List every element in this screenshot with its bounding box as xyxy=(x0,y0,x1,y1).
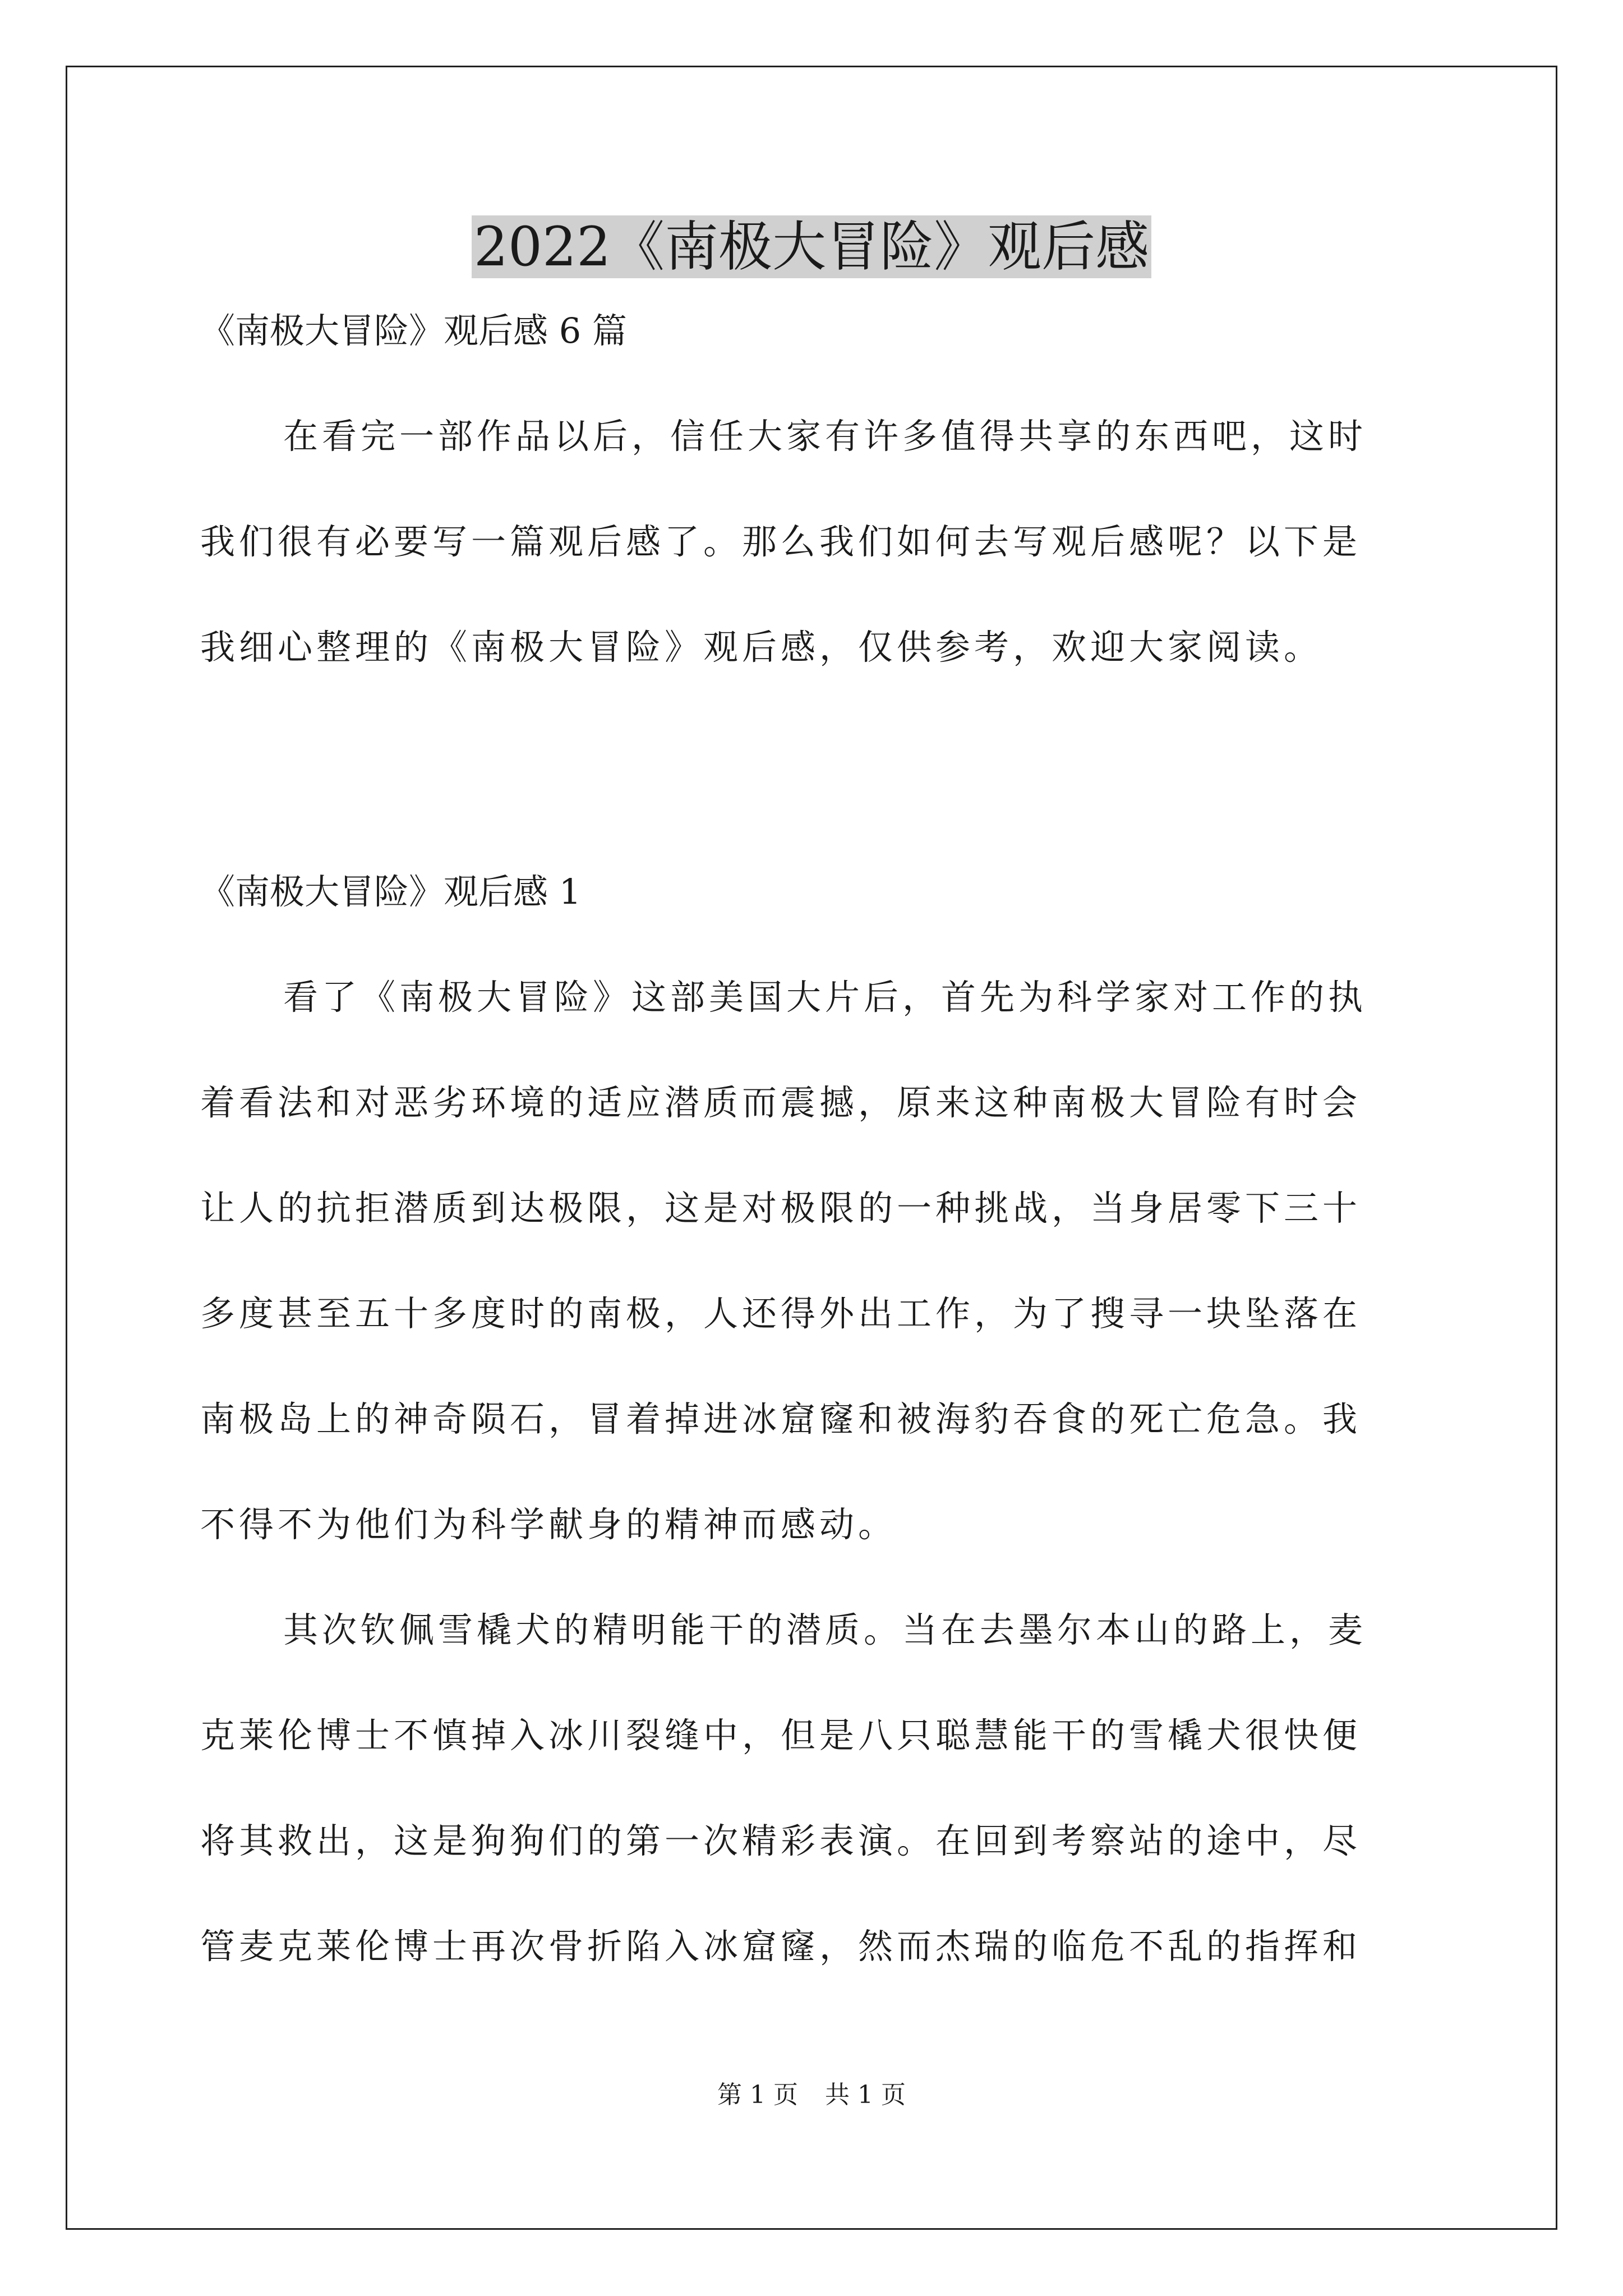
paragraph-line: 南极岛上的神奇陨石，冒着掉进冰窟窿和被海豹吞食的死亡危急。我 xyxy=(200,1398,1362,1439)
page-footer xyxy=(0,2078,1623,2112)
document-title: 2022《南极大冒险》观后感 xyxy=(0,208,1623,286)
page-number: 第 1 页 xyxy=(717,2081,798,2109)
intro-paragraph xyxy=(200,408,1434,725)
page-total: 共 1 页 xyxy=(825,2081,906,2109)
body-paragraph-1 xyxy=(200,969,1434,1602)
paragraph-line: 不得不为他们为科学献身的精神而感动。 xyxy=(200,1504,897,1545)
intro-line: 我们很有必要写一篇观后感了。那么我们如何去写观后感呢？以下是 xyxy=(200,521,1362,562)
document-subtitle: 《南极大冒险》观后感 6 篇 xyxy=(200,310,627,351)
intro-line: 我细心整理的《南极大冒险》观后感，仅供参考，欢迎大家阅读。 xyxy=(200,627,1323,668)
paragraph-line: 将其救出，这是狗狗们的第一次精彩表演。在回到考察站的途中，尽 xyxy=(200,1820,1362,1861)
paragraph-line: 管麦克莱伦博士再次骨折陷入冰窟窿，然而杰瑞的临危不乱的指挥和 xyxy=(200,1926,1362,1967)
paragraph-line: 多度甚至五十多度时的南极，人还得外出工作，为了搜寻一块坠落在 xyxy=(200,1293,1362,1334)
document-body xyxy=(200,303,1434,2024)
paragraph-line: 让人的抗拒潜质到达极限，这是对极限的一种挑战，当身居零下三十 xyxy=(200,1188,1362,1228)
paragraph-line: 其次钦佩雪橇犬的精明能干的潜质。当在去墨尔本山的路上，麦 xyxy=(283,1609,1367,1650)
paragraph-line: 看了《南极大冒险》这部美国大片后，首先为科学家对工作的执 xyxy=(283,977,1367,1018)
paragraph-line: 着看法和对恶劣环境的适应潜质而震撼，原来这种南极大冒险有时会 xyxy=(200,1082,1362,1123)
intro-line: 在看完一部作品以后，信任大家有许多值得共享的东西吧，这时 xyxy=(283,416,1367,457)
section-heading: 《南极大冒险》观后感 1 xyxy=(200,871,582,912)
body-paragraph-2 xyxy=(200,1602,1434,2024)
paragraph-line: 克莱伦博士不慎掉入冰川裂缝中，但是八只聪慧能干的雪橇犬很快便 xyxy=(200,1715,1362,1756)
